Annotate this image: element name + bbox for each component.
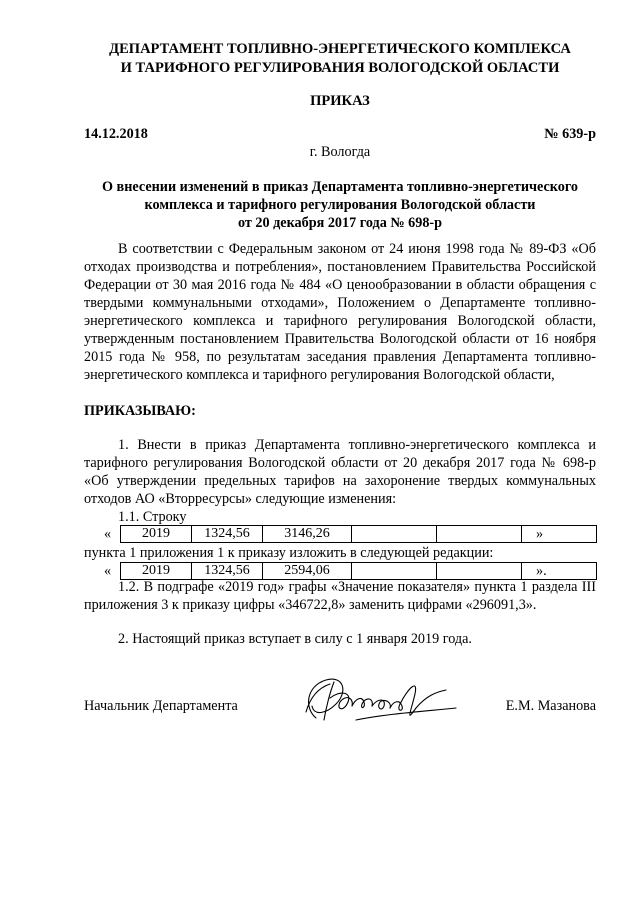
item-1-2-paragraph: 1.2. В подграфе «2019 год» графы «Значение показателя» пункта 1 раздела III приложения 3 к приказу цифры «346722,8» заменить цифрами «296091,3». — [84, 579, 596, 613]
replace-text: пункта 1 приложения 1 к приказу изложить в следующей редакции: — [84, 545, 494, 561]
table-cell — [437, 526, 522, 543]
quote-close: » — [536, 526, 544, 542]
signer-title: Начальник Департамента — [84, 698, 238, 714]
table-cell: 3146,26 — [263, 526, 352, 543]
subject-line-3: от 20 декабря 2017 года № 698-р — [237, 215, 443, 231]
table-row — [121, 526, 597, 543]
table-cell: 1324,56 — [192, 526, 263, 543]
table-cell: 2594,06 — [263, 563, 352, 580]
subject-line-1: О внесении изменений в приказ Департамента топливно-энергетического — [101, 179, 579, 195]
table-cell — [437, 563, 522, 580]
order-date: 14.12.2018 — [84, 126, 148, 142]
table-cell — [522, 563, 597, 580]
table-cell — [352, 563, 437, 580]
old-values-table — [120, 525, 597, 543]
handwritten-signature — [296, 668, 464, 732]
item-1-paragraph: 1. Внести в приказ Департамента топливно-энергетического комплекса и тарифного регулирования Вологодской области от 20 декабря 2017 года № 698-р «Об утверждении предельных тарифов на захоронение твердых коммунальных отходов АО «Вторресурсы» следующие изменения: — [84, 437, 596, 507]
preamble-paragraph: В соответствии с Федеральным законом от 24 июня 1998 года № 89-ФЗ «Об отходах производства и потребления», постановлением Правительства Российской Федерации от 30 мая 2016 года № 484 «О ценообразовании в области обращения с твердыми коммунальными отходами», Положением о Департаменте топливно-энергетического комплекса и тарифного регулирования Вологодской области, утвержденным постановлением Правительства Вологодской области от 16 ноября 2015 года № 958, по результатам заседания правления Департамента топливно-энергетического комплекса и тарифного регулирования Вологодской области, — [84, 241, 596, 383]
item-2-paragraph: 2. Настоящий приказ вступает в силу с 1 января 2019 года. — [118, 631, 472, 647]
quote-open: « — [104, 563, 112, 579]
header-line-2: И ТАРИФНОГО РЕГУЛИРОВАНИЯ ВОЛОГОДСКОЙ ОБЛАСТИ — [120, 60, 560, 76]
order-subject — [84, 178, 596, 232]
table-cell: 2019 — [121, 563, 192, 580]
subject-line-2: комплекса и тарифного регулирования Вологодской области — [144, 197, 536, 213]
department-header — [84, 40, 596, 78]
quote-open: « — [104, 526, 112, 542]
document-type: ПРИКАЗ — [310, 93, 370, 109]
signer-name: Е.М. Мазанова — [505, 698, 596, 714]
table-cell — [522, 526, 597, 543]
item-1-1-label: 1.1. Строку — [118, 509, 187, 525]
order-number: № 639-р — [544, 126, 596, 142]
header-line-1: ДЕПАРТАМЕНТ ТОПЛИВНО-ЭНЕРГЕТИЧЕСКОГО КОМПЛЕКСА — [109, 41, 571, 57]
order-word: ПРИКАЗЫВАЮ: — [84, 403, 196, 419]
table-cell: 1324,56 — [192, 563, 263, 580]
table-cell — [352, 526, 437, 543]
table-row — [121, 563, 597, 580]
quote-close: ». — [536, 563, 547, 579]
order-city: г. Вологда — [309, 144, 371, 160]
table-cell: 2019 — [121, 526, 192, 543]
